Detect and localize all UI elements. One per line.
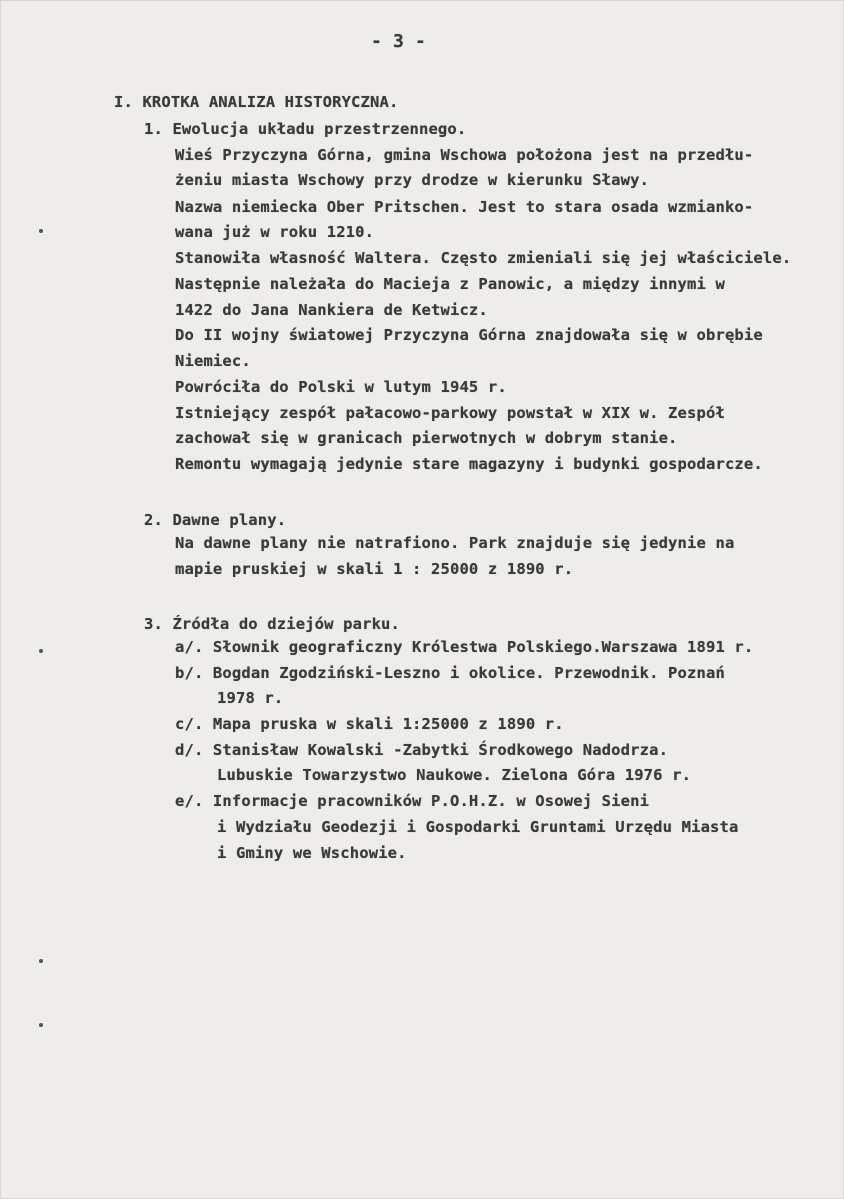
section-title: I. KROTKA ANALIZA HISTORYCZNA. [114,93,399,111]
item1-line: Wieś Przyczyna Górna, gmina Wschowa położona jest na przedłu- [175,146,754,164]
item1-line: 1422 do Jana Nankiera de Ketwicz. [175,301,488,319]
item1-line: Niemiec. [175,352,251,370]
item1-line: Stanowiła własność Waltera. Często zmieniali się jej właściciele. [175,249,792,267]
source-b-cont: 1978 r. [217,689,284,707]
punch-hole-mark [39,959,43,963]
item1-line: Następnie należała do Macieja z Panowic, a między innymi w [175,275,725,293]
item1-line: Remontu wymagają jedynie stare magazyny i budynki gospodarcze. [175,455,763,473]
item1-line: Nazwa niemiecka Ober Pritschen. Jest to stara osada wzmianko- [175,198,754,216]
item1-line: Istniejący zespół pałacowo-parkowy powstał w XIX w. Zespół [175,404,725,422]
item1-line: Do II wojny światowej Przyczyna Górna znajdowała się w obrębie [175,326,763,344]
item1-line: zachował się w granicach pierwotnych w dobrym stanie. [175,429,678,447]
item3-heading: 3. Źródła do dziejów parku. [144,615,401,633]
punch-hole-mark [39,229,43,233]
source-b: b/. Bogdan Zgodziński-Leszno i okolice. Przewodnik. Poznań [175,664,725,682]
source-d-cont: Lubuskie Towarzystwo Naukowe. Zielona Góra 1976 r. [217,766,692,784]
item2-heading: 2. Dawne plany. [144,511,287,529]
item2-line: Na dawne plany nie natrafiono. Park znajduje się jedynie na [175,534,735,552]
source-a: a/. Słownik geograficzny Królestwa Polskiego.Warszawa 1891 r. [175,638,754,656]
item1-heading: 1. Ewolucja układu przestrzennego. [144,120,467,138]
item2-line: mapie pruskiej w skali 1 : 25000 z 1890 r. [175,560,574,578]
source-c: c/. Mapa pruska w skali 1:25000 z 1890 r. [175,715,564,733]
item1-line: żeniu miasta Wschowy przy drodze w kierunku Sławy. [175,171,650,189]
item1-line: Powróciła do Polski w lutym 1945 r. [175,378,507,396]
punch-hole-mark [39,1023,43,1027]
page-number-header: - 3 - [371,31,426,52]
source-e: e/. Informacje pracowników P.O.H.Z. w Osowej Sieni [175,792,650,810]
punch-hole-mark [39,649,43,653]
source-e-cont: i Wydziału Geodezji i Gospodarki Gruntami Urzędu Miasta [217,818,739,836]
source-d: d/. Stanisław Kowalski -Zabytki Środkowego Nadodrza. [175,741,669,759]
source-e-cont: i Gminy we Wschowie. [217,844,407,862]
item1-line: wana już w roku 1210. [175,223,375,241]
